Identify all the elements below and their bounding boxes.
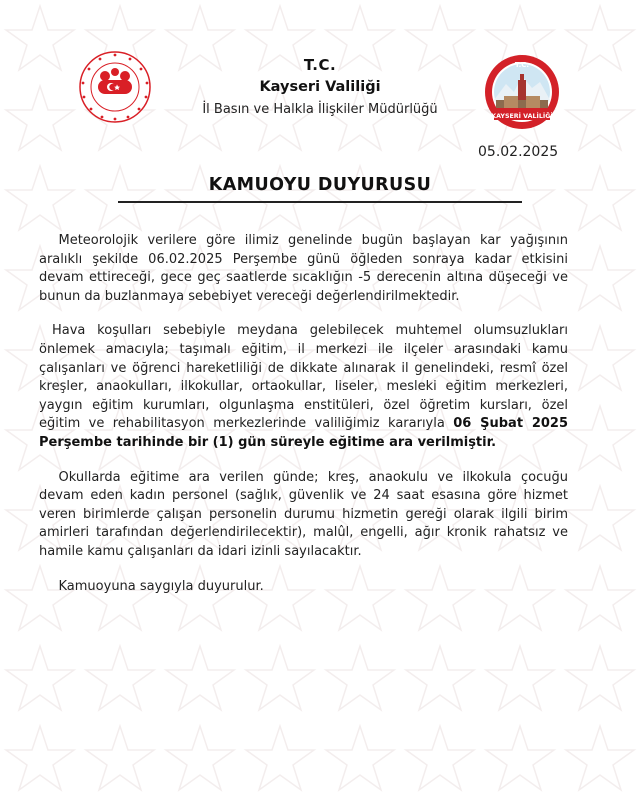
governorship-name: Kayseri Valiliği [259, 79, 381, 95]
ministry-emblem-icon [78, 50, 152, 124]
republic-abbrev: T.C. [303, 56, 337, 74]
paragraph-decision [39, 322, 568, 452]
document-title: KAMUOYU DUYURUSU [208, 175, 432, 195]
paragraph-closing-text: Kamuoyuna saygıyla duyurulur. [58, 578, 264, 594]
document-date: 05.02.2025 [478, 144, 559, 160]
paragraph-leave-text: Okullarda eğitime ara verilen günde; kreş, anaokulu ve ilkokula çocuğu devam eden kadın personel (sağlık, güvenlik ve 24 saat esasına göre hizmet veren birimlerde çalışan personelin durumu hizmetin gereği olarak ilgili birim amirleri tarafından değerlendirilecektir), malûl, engelli, ağır kronik rahatsız ve hamile kamu çalışanları da idari izinli sayılacaktır. [39, 469, 568, 559]
letterhead [160, 56, 480, 117]
governorship-emblem-icon [484, 54, 560, 130]
svg-text:KAYSERİ VALİLİĞİ: KAYSERİ VALİLİĞİ [491, 113, 553, 120]
paragraph-weather-text: Meteorolojik verilere göre ilimiz genelinde bugün başlayan kar yağışının aralıklı şekilde 06.02.2025 Perşembe günü öğleden sonraya kadar etkisini devam ettireceği, gece geç saatlerde sıcaklığın -5 derecenin altına düşeceği ve bunun da buzlanmaya sebebiyet vereceği değerlendirilmektedir. [39, 233, 568, 304]
announcement-body [39, 232, 568, 612]
title-underline [118, 201, 522, 203]
paragraph-weather [39, 232, 568, 306]
svg-text:T.C.: T.C. [514, 61, 530, 69]
paragraph-decision-text: Hava koşulları sebebiyle meydana gelebilecek muhtemel olumsuzlukları önlemek amacıyla; taşımalı eğitim, il merkezi ile ilçeler arasındaki kamu çalışanları ve öğrenci hareketliliği de dikkate alınarak il genelindeki, resmî özel kreşler, anaokulları, ilkokullar, ortaokullar, liseler, mesleki eğitim merkezleri, yaygın eğitim kurumları, olgunlaşma enstitüleri, özel öğretim kursları, özel eğitim ve rehabilitasyon merkezlerinde valiliğimiz kararıyla [39, 323, 568, 432]
paragraph-decision-highlight: 06 Şubat 2025 Perşembe tarihinde bir (1) gün süreyle eğitime ara verilmiştir. [39, 416, 569, 450]
department-name: İl Basın ve Halkla İlişkiler Müdürlüğü [202, 102, 438, 117]
paragraph-closing [39, 578, 568, 597]
paragraph-leave [39, 469, 568, 562]
